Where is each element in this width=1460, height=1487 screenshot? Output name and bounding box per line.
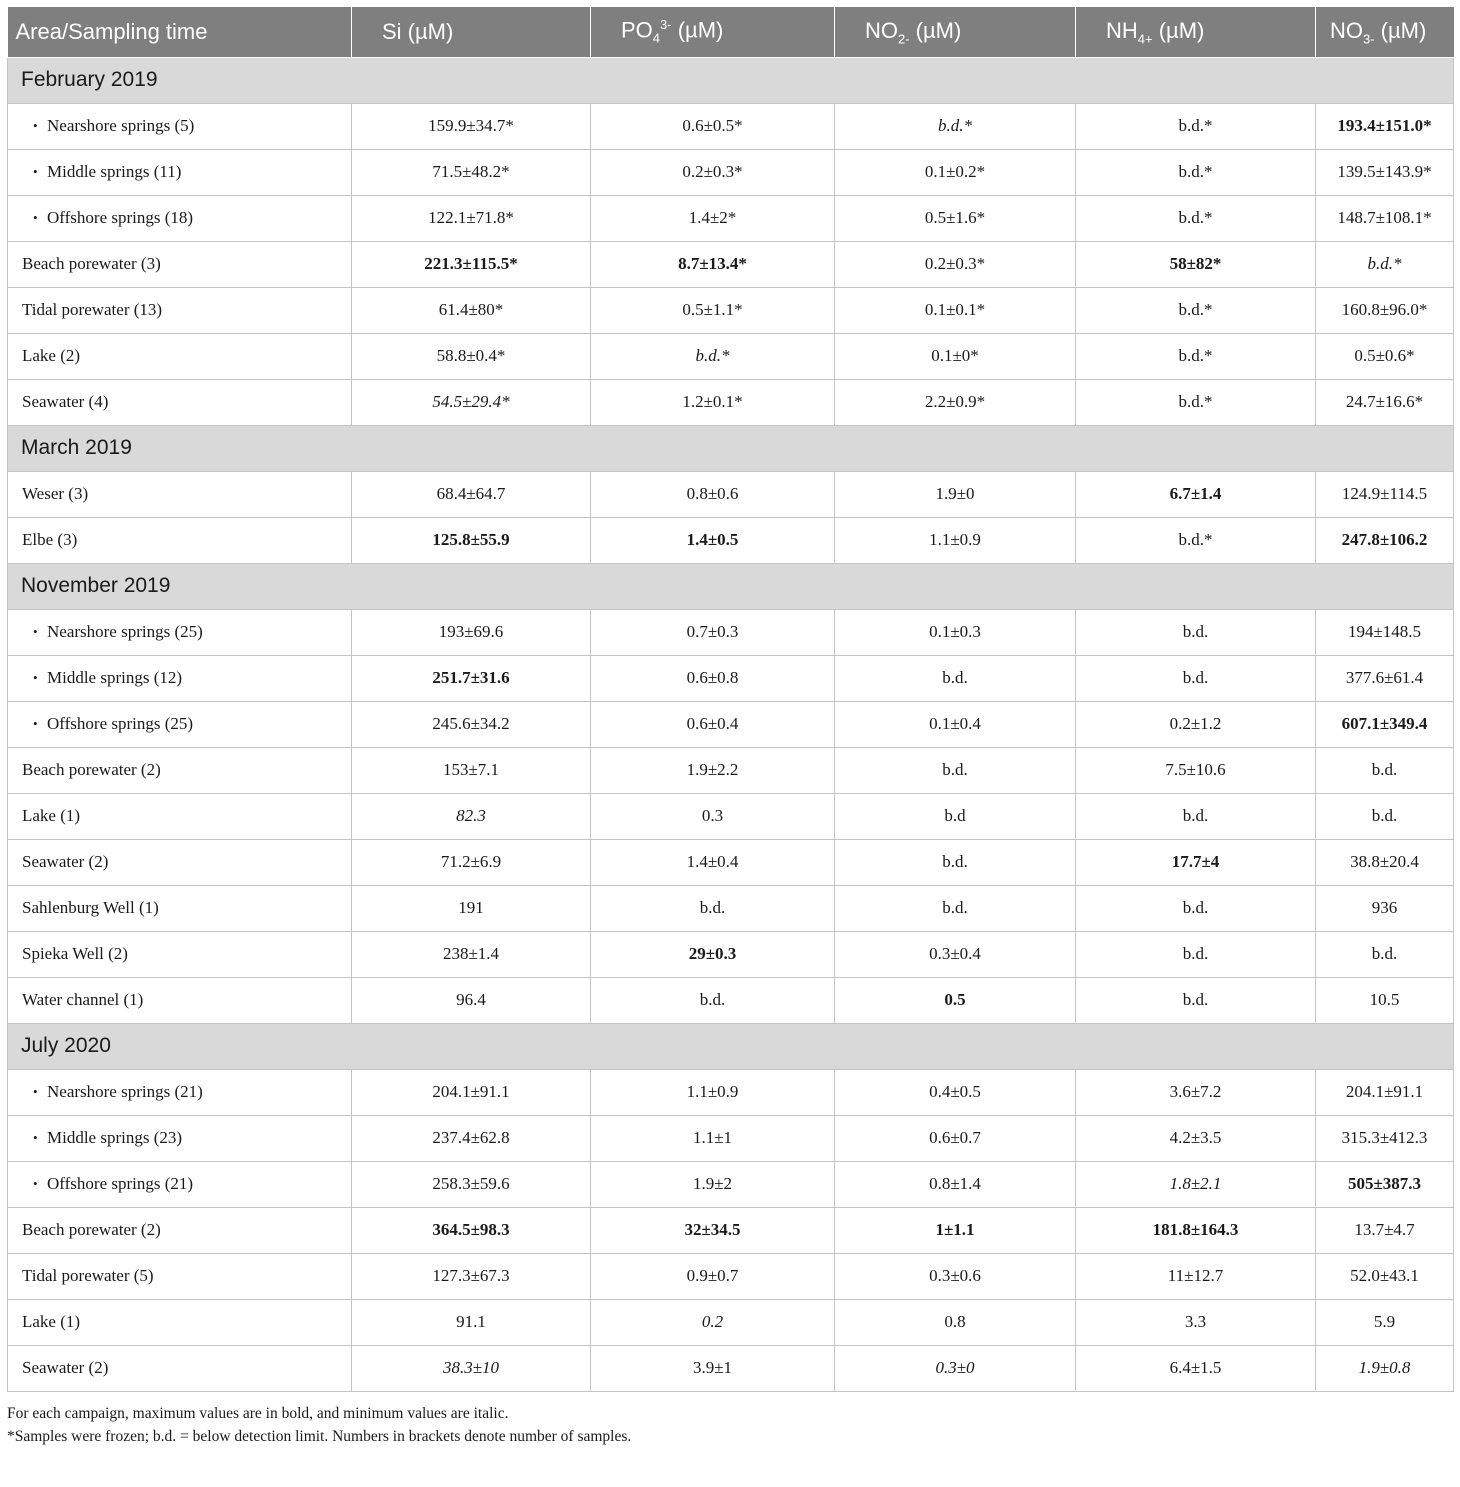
header-no2-base: NO <box>865 17 898 43</box>
table-row <box>8 885 1454 931</box>
nh4-value: 11±12.7 <box>1076 1253 1316 1299</box>
table-row <box>8 517 1454 563</box>
table-row <box>8 471 1454 517</box>
row-label: Lake (2) <box>22 346 81 365</box>
row-label-cell <box>8 471 352 517</box>
row-label: Middle springs (11) <box>47 162 182 181</box>
row-label: Nearshore springs (21) <box>47 1082 203 1101</box>
header-no3 <box>1316 7 1454 57</box>
table-row <box>8 747 1454 793</box>
row-label-cell <box>8 1345 352 1391</box>
nh4-value: 4.2±3.5 <box>1076 1115 1316 1161</box>
si-value: 221.3±115.5* <box>352 241 591 287</box>
no3-value: 377.6±61.4 <box>1316 655 1454 701</box>
si-value: 204.1±91.1 <box>352 1069 591 1115</box>
row-label: Seawater (4) <box>22 392 109 411</box>
section-title: November 2019 <box>8 563 1454 609</box>
row-label-cell <box>8 149 352 195</box>
no2-value: 0.1±0.3 <box>835 609 1076 655</box>
bullet-icon: • <box>33 670 38 685</box>
row-label-cell <box>8 241 352 287</box>
table-row <box>8 655 1454 701</box>
si-value: 96.4 <box>352 977 591 1023</box>
row-label: Seawater (2) <box>22 852 109 871</box>
table-row <box>8 333 1454 379</box>
nh4-value: 17.7±4 <box>1076 839 1316 885</box>
bullet-icon: • <box>33 624 38 639</box>
row-label-cell <box>8 379 352 425</box>
nh4-value: b.d. <box>1076 931 1316 977</box>
section-title: July 2020 <box>8 1023 1454 1069</box>
section-title: February 2019 <box>8 57 1454 103</box>
si-value: 245.6±34.2 <box>352 701 591 747</box>
table-footnotes <box>7 1402 1453 1448</box>
si-value: 122.1±71.8* <box>352 195 591 241</box>
si-value: 193±69.6 <box>352 609 591 655</box>
row-label: Tidal porewater (5) <box>22 1266 154 1285</box>
nh4-value: 181.8±164.3 <box>1076 1207 1316 1253</box>
no2-value: 0.8 <box>835 1299 1076 1345</box>
no2-value: 0.1±0* <box>835 333 1076 379</box>
table-row <box>8 977 1454 1023</box>
table-row <box>8 1299 1454 1345</box>
table-body <box>8 57 1454 1391</box>
nh4-value: 1.8±2.1 <box>1076 1161 1316 1207</box>
nh4-value: b.d.* <box>1076 333 1316 379</box>
row-label-cell <box>8 701 352 747</box>
row-label: Sahlenburg Well (1) <box>22 898 159 917</box>
row-label-cell <box>8 655 352 701</box>
nh4-value: b.d.* <box>1076 517 1316 563</box>
no3-value: 247.8±106.2 <box>1316 517 1454 563</box>
no2-value: 0.3±0 <box>835 1345 1076 1391</box>
nutrient-table <box>7 7 1454 1392</box>
row-label: Water channel (1) <box>22 990 144 1009</box>
row-label: Nearshore springs (5) <box>47 116 195 135</box>
row-label: Offshore springs (25) <box>47 714 194 733</box>
po4-value: 3.9±1 <box>591 1345 835 1391</box>
si-value: 71.2±6.9 <box>352 839 591 885</box>
table-row <box>8 609 1454 655</box>
row-label: Spieka Well (2) <box>22 944 128 963</box>
row-label: Weser (3) <box>22 484 89 503</box>
si-value: 258.3±59.6 <box>352 1161 591 1207</box>
table-row <box>8 1069 1454 1115</box>
header-no3-sub: 3- <box>1363 30 1375 46</box>
row-label: Lake (1) <box>22 1312 81 1331</box>
row-label-cell <box>8 1207 352 1253</box>
row-label-cell <box>8 931 352 977</box>
header-no2 <box>835 7 1076 57</box>
no2-value: 1.1±0.9 <box>835 517 1076 563</box>
header-nh4 <box>1076 7 1316 57</box>
no3-value: b.d. <box>1316 793 1454 839</box>
no3-value: 13.7±4.7 <box>1316 1207 1454 1253</box>
footnote-formatting: For each campaign, maximum values are in bold, and minimum values are italic. <box>7 1404 509 1422</box>
row-label-cell <box>8 1299 352 1345</box>
po4-value: 0.2 <box>591 1299 835 1345</box>
row-label-cell <box>8 609 352 655</box>
table-row <box>8 287 1454 333</box>
po4-value: 0.6±0.8 <box>591 655 835 701</box>
no3-value: 10.5 <box>1316 977 1454 1023</box>
row-label: Seawater (2) <box>22 1358 109 1377</box>
bullet-icon: • <box>33 1130 38 1145</box>
po4-value: 0.6±0.4 <box>591 701 835 747</box>
table-row <box>8 1345 1454 1391</box>
nh4-value: b.d.* <box>1076 149 1316 195</box>
no3-value: 607.1±349.4 <box>1316 701 1454 747</box>
row-label-cell <box>8 1069 352 1115</box>
no3-value: 148.7±108.1* <box>1316 195 1454 241</box>
no2-value: b.d. <box>835 839 1076 885</box>
si-value: 54.5±29.4* <box>352 379 591 425</box>
bullet-icon: • <box>33 716 38 731</box>
row-label: Elbe (3) <box>22 530 78 549</box>
nh4-value: b.d. <box>1076 885 1316 931</box>
row-label: Offshore springs (21) <box>47 1174 194 1193</box>
nh4-value: 3.6±7.2 <box>1076 1069 1316 1115</box>
no2-value: b.d. <box>835 885 1076 931</box>
header-nh4-base: NH <box>1106 17 1138 43</box>
document <box>7 7 1453 1448</box>
no2-value: 0.2±0.3* <box>835 241 1076 287</box>
si-value: 238±1.4 <box>352 931 591 977</box>
po4-value: 1.4±2* <box>591 195 835 241</box>
table-row <box>8 793 1454 839</box>
po4-value: 1.1±1 <box>591 1115 835 1161</box>
nh4-value: b.d.* <box>1076 287 1316 333</box>
nh4-value: b.d.* <box>1076 195 1316 241</box>
header-po4 <box>591 7 835 57</box>
row-label-cell <box>8 1115 352 1161</box>
no2-value: 0.1±0.2* <box>835 149 1076 195</box>
row-label: Middle springs (23) <box>47 1128 183 1147</box>
header-po4-sup: 3- <box>660 17 672 33</box>
row-label: Beach porewater (3) <box>22 254 161 273</box>
no3-value: 1.9±0.8 <box>1316 1345 1454 1391</box>
po4-value: b.d. <box>591 977 835 1023</box>
nh4-value: 58±82* <box>1076 241 1316 287</box>
section-row <box>8 425 1454 471</box>
no3-value: b.d. <box>1316 931 1454 977</box>
si-value: 237.4±62.8 <box>352 1115 591 1161</box>
header-nh4-unit: (µM) <box>1152 17 1205 43</box>
row-label-cell <box>8 885 352 931</box>
no3-value: 38.8±20.4 <box>1316 839 1454 885</box>
row-label-cell <box>8 839 352 885</box>
si-value: 153±7.1 <box>352 747 591 793</box>
no2-value: 1±1.1 <box>835 1207 1076 1253</box>
table-row <box>8 379 1454 425</box>
table-row <box>8 149 1454 195</box>
bullet-icon: • <box>33 164 38 179</box>
si-value: 127.3±67.3 <box>352 1253 591 1299</box>
po4-value: 0.7±0.3 <box>591 609 835 655</box>
no2-value: 0.8±1.4 <box>835 1161 1076 1207</box>
header-nh4-sub: 4+ <box>1137 30 1153 46</box>
header-po4-sub: 4 <box>652 31 661 47</box>
no2-value: b.d <box>835 793 1076 839</box>
header-row <box>8 7 1454 57</box>
nh4-value: b.d. <box>1076 609 1316 655</box>
header-no2-unit: (µM) <box>909 17 962 43</box>
section-title: March 2019 <box>8 425 1454 471</box>
footnote-abbreviations: *Samples were frozen; b.d. = below detection limit. Numbers in brackets denote number of samples. <box>7 1427 632 1445</box>
row-label-cell <box>8 747 352 793</box>
header-po4-base: PO <box>621 17 653 43</box>
section-row <box>8 57 1454 103</box>
row-label: Nearshore springs (25) <box>47 622 203 641</box>
row-label-cell <box>8 517 352 563</box>
po4-value: 1.4±0.5 <box>591 517 835 563</box>
no2-value: b.d.* <box>835 103 1076 149</box>
po4-value: 0.6±0.5* <box>591 103 835 149</box>
nh4-value: b.d. <box>1076 655 1316 701</box>
row-label: Beach porewater (2) <box>22 760 161 779</box>
no3-value: 193.4±151.0* <box>1316 103 1454 149</box>
po4-value: 0.3 <box>591 793 835 839</box>
no3-value: 315.3±412.3 <box>1316 1115 1454 1161</box>
row-label: Offshore springs (18) <box>47 208 194 227</box>
row-label: Lake (1) <box>22 806 81 825</box>
header-no2-sub: 2- <box>898 30 910 46</box>
po4-value: 29±0.3 <box>591 931 835 977</box>
po4-value: 8.7±13.4* <box>591 241 835 287</box>
no3-value: 505±387.3 <box>1316 1161 1454 1207</box>
po4-value: 1.9±2 <box>591 1161 835 1207</box>
si-value: 159.9±34.7* <box>352 103 591 149</box>
no2-value: 0.1±0.1* <box>835 287 1076 333</box>
si-value: 82.3 <box>352 793 591 839</box>
header-no3-unit: (µM) <box>1374 17 1427 43</box>
table-row <box>8 839 1454 885</box>
si-value: 68.4±64.7 <box>352 471 591 517</box>
row-label-cell <box>8 195 352 241</box>
table-row <box>8 103 1454 149</box>
row-label: Tidal porewater (13) <box>22 300 163 319</box>
no2-value: 0.4±0.5 <box>835 1069 1076 1115</box>
si-value: 61.4±80* <box>352 287 591 333</box>
no2-value: 0.1±0.4 <box>835 701 1076 747</box>
si-value: 125.8±55.9 <box>352 517 591 563</box>
header-si <box>352 7 591 57</box>
row-label-cell <box>8 333 352 379</box>
po4-value: 32±34.5 <box>591 1207 835 1253</box>
row-label-cell <box>8 793 352 839</box>
bullet-icon: • <box>33 210 38 225</box>
no2-value: b.d. <box>835 747 1076 793</box>
nh4-value: 3.3 <box>1076 1299 1316 1345</box>
no2-value: 0.6±0.7 <box>835 1115 1076 1161</box>
table-row <box>8 1161 1454 1207</box>
nh4-value: 7.5±10.6 <box>1076 747 1316 793</box>
table-row <box>8 1207 1454 1253</box>
table-row <box>8 241 1454 287</box>
no2-value: 0.3±0.4 <box>835 931 1076 977</box>
bullet-icon: • <box>33 1176 38 1191</box>
row-label-cell <box>8 977 352 1023</box>
no2-value: 2.2±0.9* <box>835 379 1076 425</box>
po4-value: b.d.* <box>591 333 835 379</box>
no3-value: b.d. <box>1316 747 1454 793</box>
nh4-value: b.d.* <box>1076 379 1316 425</box>
no2-value: 0.3±0.6 <box>835 1253 1076 1299</box>
table-row <box>8 195 1454 241</box>
row-label: Middle springs (12) <box>47 668 183 687</box>
po4-value: 0.5±1.1* <box>591 287 835 333</box>
si-value: 91.1 <box>352 1299 591 1345</box>
po4-value: 0.2±0.3* <box>591 149 835 195</box>
row-label-cell <box>8 1253 352 1299</box>
table-row <box>8 1115 1454 1161</box>
header-area-text: Area/Sampling time <box>15 18 208 44</box>
po4-value: 0.9±0.7 <box>591 1253 835 1299</box>
si-value: 58.8±0.4* <box>352 333 591 379</box>
nh4-value: b.d.* <box>1076 103 1316 149</box>
no2-value: 0.5±1.6* <box>835 195 1076 241</box>
no3-value: 194±148.5 <box>1316 609 1454 655</box>
no2-value: 1.9±0 <box>835 471 1076 517</box>
header-po4-unit: (µM) <box>671 17 724 43</box>
bullet-icon: • <box>33 118 38 133</box>
no3-value: 124.9±114.5 <box>1316 471 1454 517</box>
table-row <box>8 931 1454 977</box>
si-value: 191 <box>352 885 591 931</box>
po4-value: 1.4±0.4 <box>591 839 835 885</box>
no3-value: 5.9 <box>1316 1299 1454 1345</box>
table-row <box>8 1253 1454 1299</box>
nh4-value: 0.2±1.2 <box>1076 701 1316 747</box>
no3-value: 139.5±143.9* <box>1316 149 1454 195</box>
row-label-cell <box>8 287 352 333</box>
si-value: 364.5±98.3 <box>352 1207 591 1253</box>
no2-value: b.d. <box>835 655 1076 701</box>
no3-value: 204.1±91.1 <box>1316 1069 1454 1115</box>
po4-value: 1.1±0.9 <box>591 1069 835 1115</box>
po4-value: b.d. <box>591 885 835 931</box>
no3-value: 0.5±0.6* <box>1316 333 1454 379</box>
no3-value: 24.7±16.6* <box>1316 379 1454 425</box>
no2-value: 0.5 <box>835 977 1076 1023</box>
no3-value: 52.0±43.1 <box>1316 1253 1454 1299</box>
nh4-value: 6.4±1.5 <box>1076 1345 1316 1391</box>
row-label: Beach porewater (2) <box>22 1220 161 1239</box>
no3-value: 160.8±96.0* <box>1316 287 1454 333</box>
nh4-value: b.d. <box>1076 793 1316 839</box>
header-si-text: Si (µM) <box>382 18 454 44</box>
bullet-icon: • <box>33 1084 38 1099</box>
po4-value: 0.8±0.6 <box>591 471 835 517</box>
header-area <box>8 7 352 57</box>
si-value: 71.5±48.2* <box>352 149 591 195</box>
po4-value: 1.2±0.1* <box>591 379 835 425</box>
section-row <box>8 563 1454 609</box>
no3-value: b.d.* <box>1316 241 1454 287</box>
header-no3-base: NO <box>1330 17 1363 43</box>
row-label-cell <box>8 103 352 149</box>
nh4-value: b.d. <box>1076 977 1316 1023</box>
po4-value: 1.9±2.2 <box>591 747 835 793</box>
row-label-cell <box>8 1161 352 1207</box>
si-value: 251.7±31.6 <box>352 655 591 701</box>
section-row <box>8 1023 1454 1069</box>
si-value: 38.3±10 <box>352 1345 591 1391</box>
nh4-value: 6.7±1.4 <box>1076 471 1316 517</box>
no3-value: 936 <box>1316 885 1454 931</box>
table-row <box>8 701 1454 747</box>
